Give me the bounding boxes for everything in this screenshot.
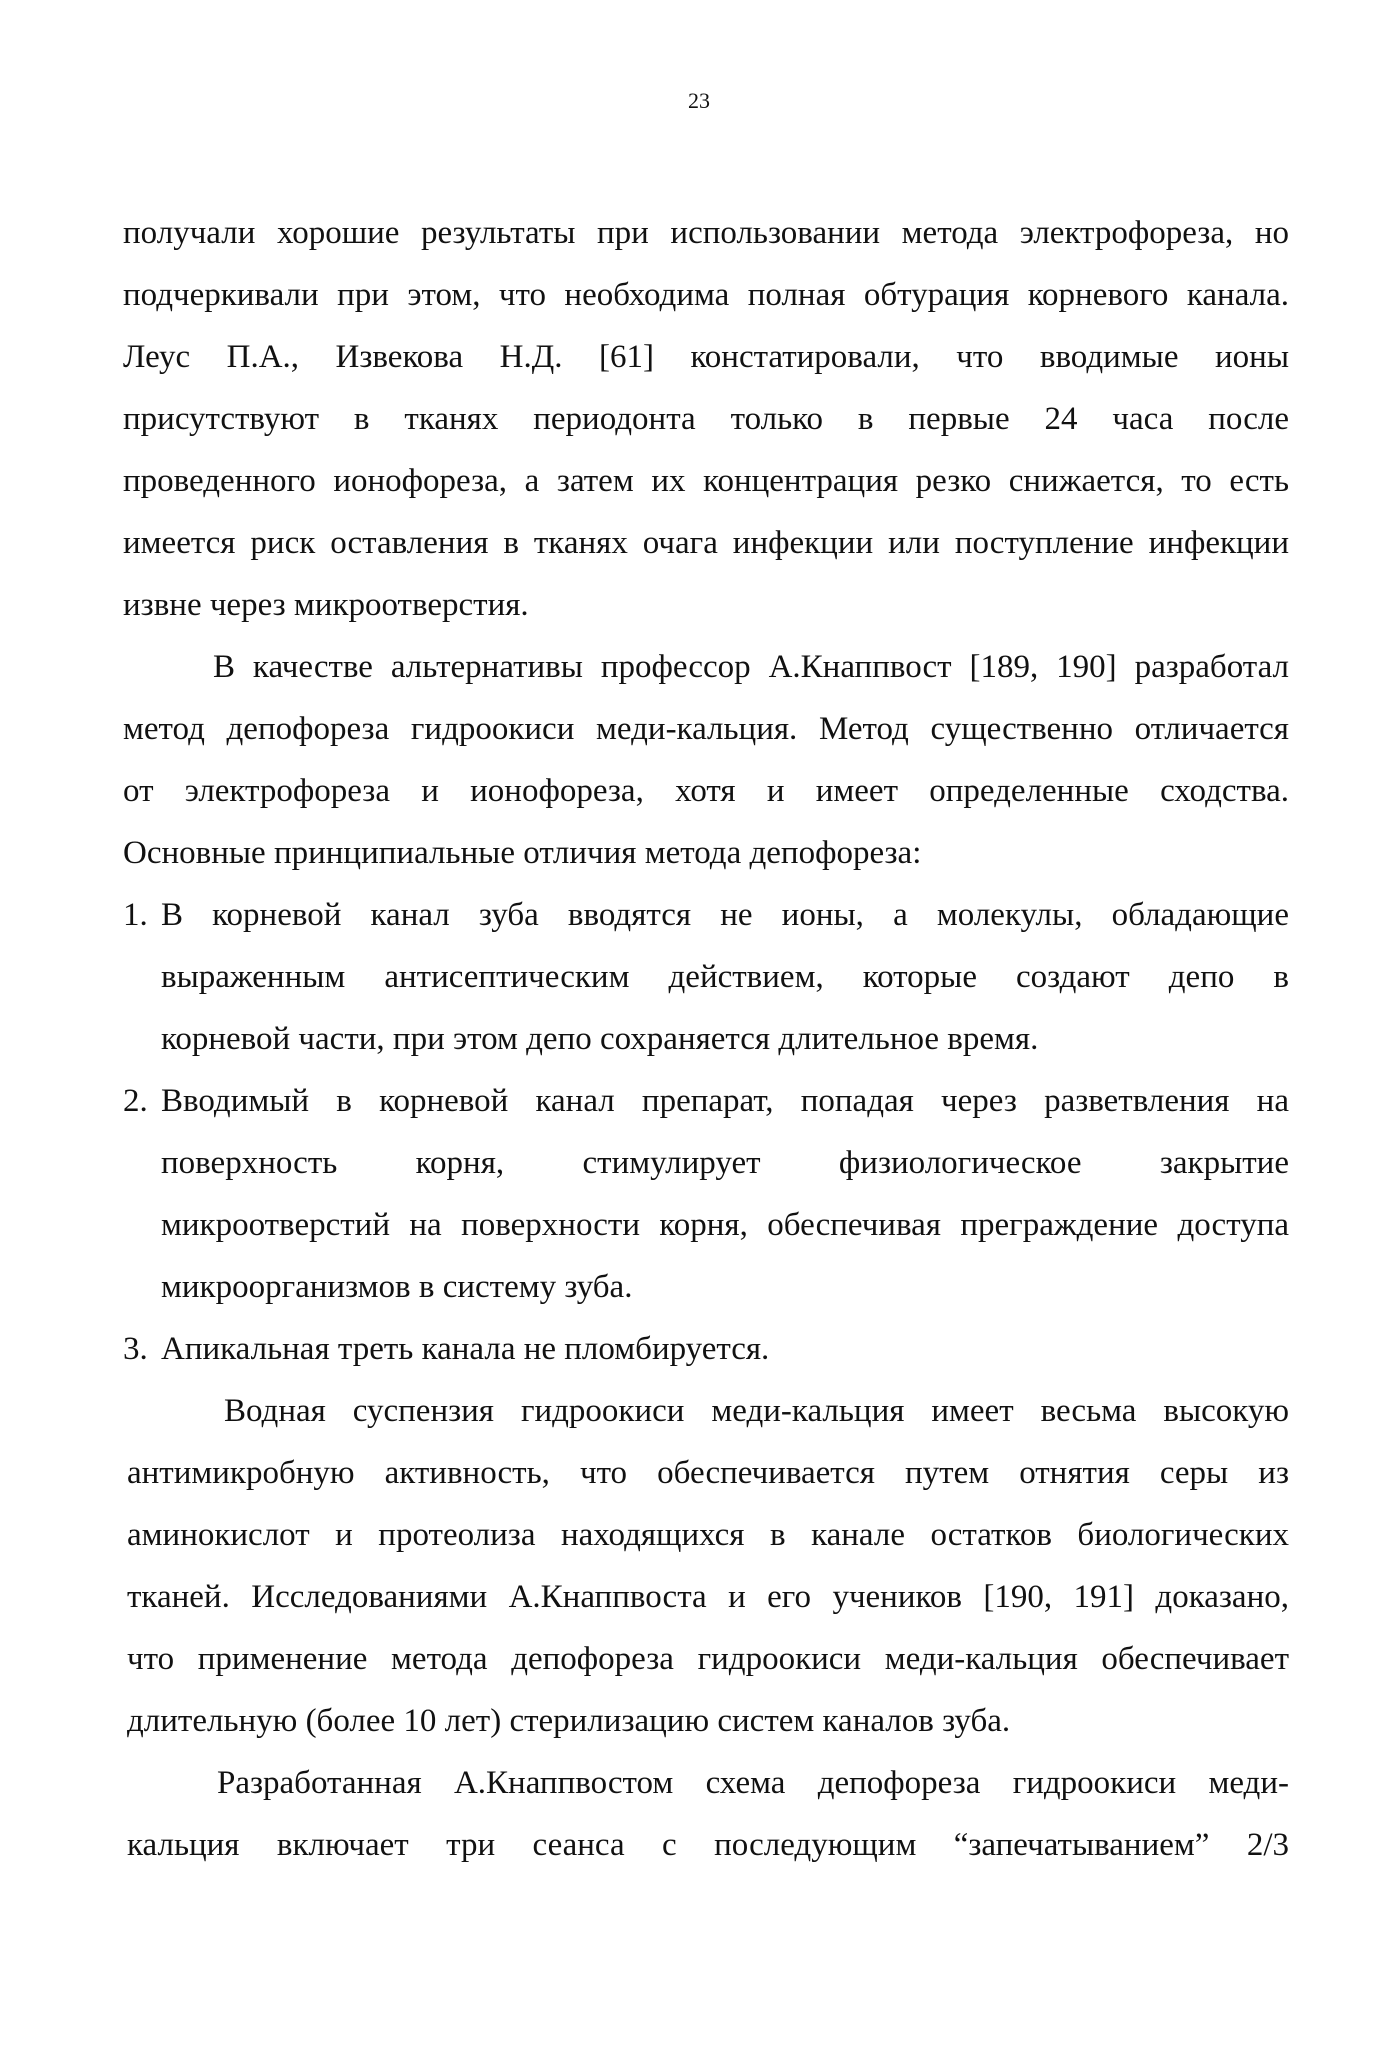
list-item-1-line-3: корневой части, при этом депо сохраняется длительное время. (161, 1021, 1039, 1057)
para1-line-7: извне через микроотверстия. (123, 587, 529, 623)
para1-line-3: Леус П.А., Извекова Н.Д. [61] констатировали, что вводимые ионы (123, 339, 1289, 375)
para1-line-1: получали хорошие результаты при использовании метода электрофореза, но (123, 215, 1289, 251)
para2-line-2: метод депофореза гидроокиси меди-кальция. Метод существенно отличается (123, 711, 1289, 747)
list-item-1-line-1: В корневой канал зуба вводятся не ионы, а молекулы, обладающие (161, 897, 1289, 933)
list-item-2-line-2: поверхность корня, стимулирует физиологическое закрытие (161, 1145, 1289, 1181)
list-item-3-marker: 3. (123, 1331, 148, 1367)
para2-line-3: от электрофореза и ионофореза, хотя и имеет определенные сходства. (123, 773, 1289, 809)
para1-line-5: проведенного ионофореза, а затем их концентрация резко снижается, то есть (123, 463, 1289, 499)
para3-line-3: аминокислот и протеолиза находящихся в канале остатков биологических (127, 1517, 1289, 1553)
list-item-2-line-1: Вводимый в корневой канал препарат, попадая через разветвления на (161, 1083, 1289, 1119)
para2-line-1: В качестве альтернативы профессор А.Кнаппвост [189, 190] разработал (213, 649, 1289, 685)
list-item-1-line-2: выраженным антисептическим действием, которые создают депо в (161, 959, 1289, 995)
list-item-2-line-4: микроорганизмов в систему зуба. (161, 1269, 633, 1305)
para1-line-2: подчеркивали при этом, что необходима полная обтурация корневого канала. (123, 277, 1289, 313)
para3-line-2: антимикробную активность, что обеспечивается путем отнятия серы из (127, 1455, 1289, 1491)
list-item-3-line-1: Апикальная треть канала не пломбируется. (161, 1331, 770, 1367)
para1-line-6: имеется риск оставления в тканях очага инфекции или поступление инфекции (123, 525, 1289, 561)
para4-line-1: Разработанная А.Кнаппвостом схема депофореза гидроокиси меди- (217, 1765, 1289, 1801)
para2-line-4: Основные принципиальные отличия метода депофореза: (123, 835, 922, 871)
para1-line-4: присутствуют в тканях периодонта только в первые 24 часа после (123, 401, 1289, 437)
list-item-2-marker: 2. (123, 1083, 148, 1119)
list-item-2-line-3: микроотверстий на поверхности корня, обеспечивая преграждение доступа (161, 1207, 1289, 1243)
page-number: 23 (688, 88, 710, 113)
para3-line-4: тканей. Исследованиями А.Кнаппвоста и его учеников [190, 191] доказано, (127, 1579, 1289, 1615)
list-item-1-marker: 1. (123, 897, 148, 933)
para3-line-1: Водная суспензия гидроокиси меди-кальция имеет весьма высокую (224, 1393, 1289, 1429)
para3-line-5: что применение метода депофореза гидроокиси меди-кальция обеспечивает (127, 1641, 1289, 1677)
para4-line-2: кальция включает три сеанса с последующим “запечатыванием” 2/3 (127, 1827, 1289, 1863)
para3-line-6: длительную (более 10 лет) стерилизацию систем каналов зуба. (127, 1703, 1011, 1739)
